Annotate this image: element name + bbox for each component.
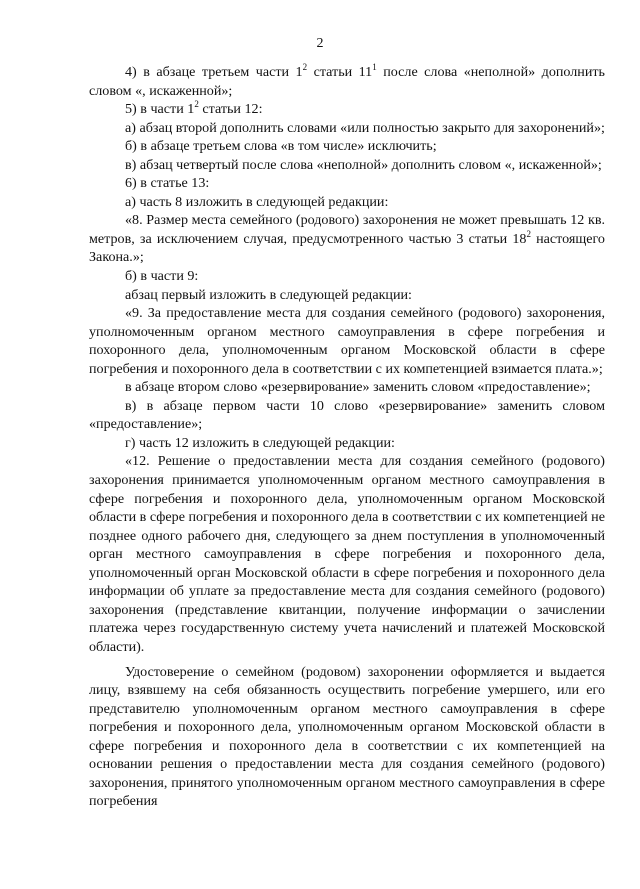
- paragraph-5b: б) в абзаце третьем слова «в том числе» исключить;: [125, 138, 437, 155]
- page-number: 2: [316, 36, 324, 51]
- paragraph-6g: г) часть 12 изложить в следующей редакции:: [125, 434, 395, 451]
- paragraph-6v: в) в абзаце первом части 10 слово «резервирование» заменить словом «предоставление»;: [89, 397, 605, 433]
- paragraph-6b-second: в абзаце втором слово «резервирование» заменить словом «предоставление»;: [125, 379, 591, 396]
- paragraph-item-5: 5) в части $1^2$ статьи 12:: [125, 99, 263, 118]
- document-body: [89, 63, 605, 811]
- paragraph-6a: а) часть 8 изложить в следующей редакции:: [125, 193, 389, 210]
- paragraph-6b-first: абзац первый изложить в следующей редакции:: [125, 286, 412, 303]
- paragraph-quote-9: «9. За предоставление места для создания семейного (родового) захоронения, уполномоченным органом местного самоуправления в сфере погребения и похоронного дела, уполномоченным органом Московской области в сфере погребения и похоронного дела в соответствии с их компетенцией взимается плата.»;: [89, 305, 605, 377]
- paragraph-item-6: 6) в статье 13:: [125, 175, 210, 192]
- paragraph-item-4: 4) в абзаце третьем части $1^2$ статьи $11^1$ после слова «неполной» дополнить словом «, искаженной»;: [89, 62, 605, 99]
- paragraph-quote-12: «12. Решение о предоставлении места для создания семейного (родового) захоронения принимается уполномоченным органом местного самоуправления в сфере погребения и похоронного дела, уполномоченным органом Московской области в сфере погребения и похоронного дела в соответствии с их компетенцией не позднее одного рабочего дня, следующего за днем поступления в уполномоченный орган местного самоуправления в сфере погребения и похоронного дела, уполномоченный орган Московской области в сфере погребения и похоронного дела информации об уплате за предоставление места для создания семейного (родового) захоронения (представление квитанции, получение информации о зачислении платежа через государственную систему учета начислений и платежей Московской области).: [89, 453, 605, 655]
- paragraph-quote-8: «8. Размер места семейного (родового) захоронения не может превышать 12 кв. метров, за исключением случая, предусмотренного частью 3 статьи $18^2$ настоящего Закона.»;: [89, 212, 605, 266]
- paragraph-6b: б) в части 9:: [125, 268, 199, 285]
- paragraph-certificate: Удостоверение о семейном (родовом) захоронении оформляется и выдается лицу, взявшему на себя обязанность осуществить погребение умершего, или его представителю уполномоченным органом местного самоуправления в сфере погребения и похоронного дела, уполномоченным органом Московской области в сфере погребения и похоронного дела в соответствии с их компетенцией на основании решения о предоставлении места для создания семейного (родового) захоронения, принятого уполномоченным органом местного самоуправления в сфере погребения: [89, 663, 605, 810]
- paragraph-5a: а) абзац второй дополнить словами «или полностью закрыто для захоронений»;: [125, 119, 605, 136]
- paragraph-5v: в) абзац четвертый после слова «неполной» дополнить словом «, искаженной»;: [125, 156, 602, 173]
